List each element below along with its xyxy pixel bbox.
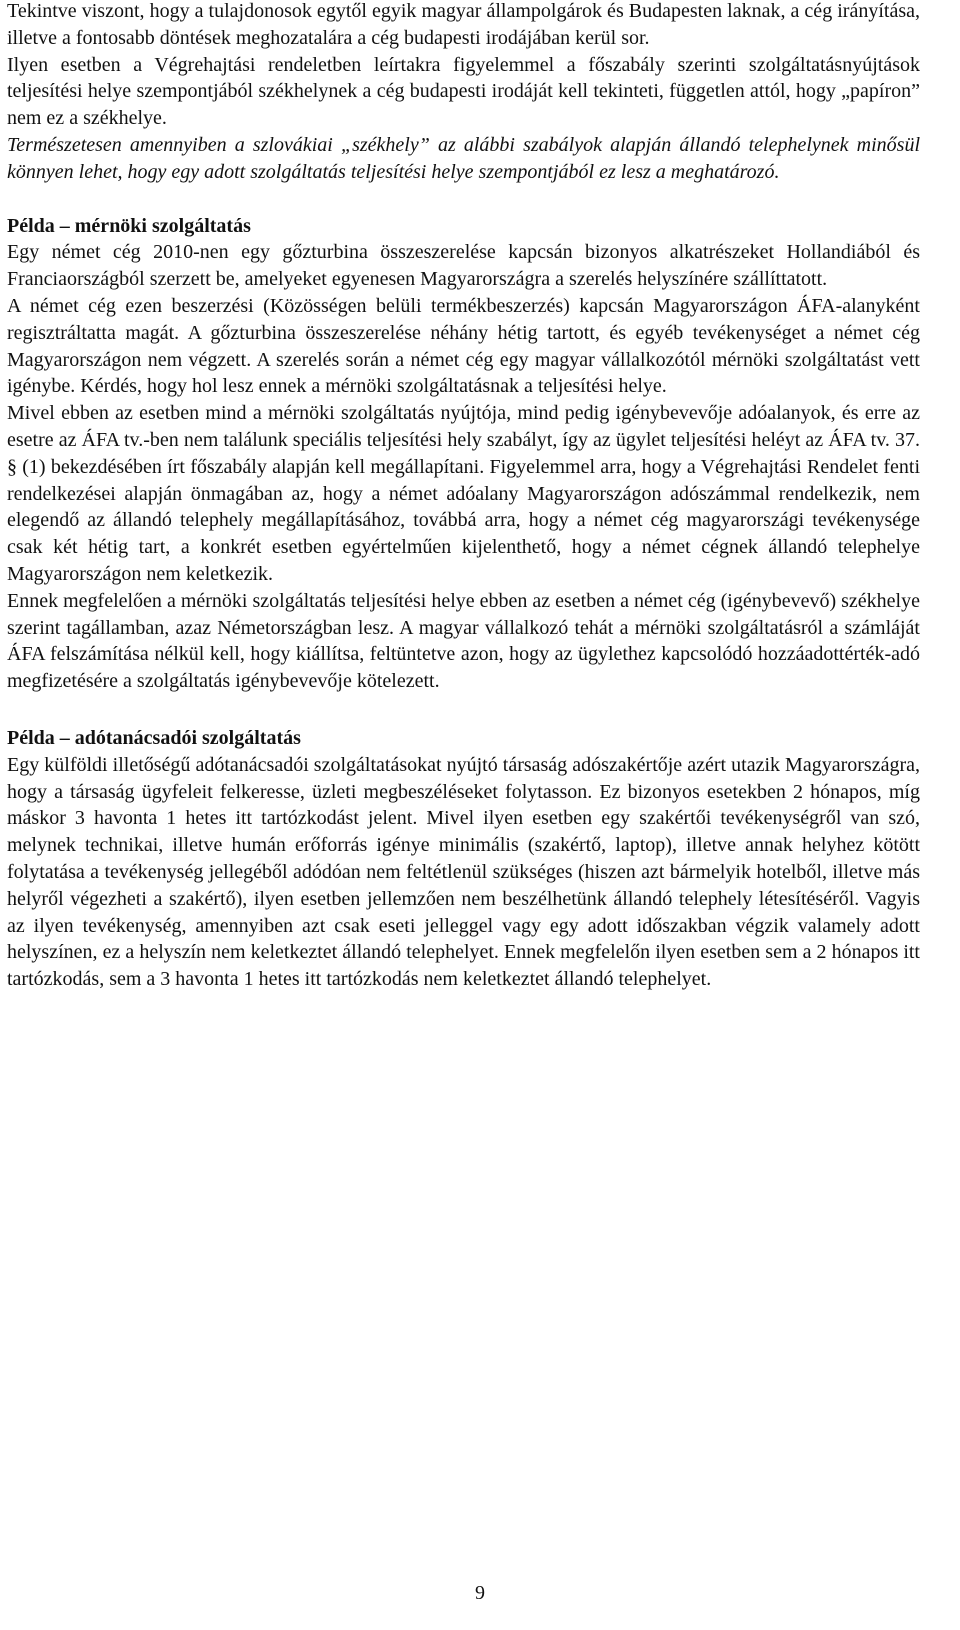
section1-paragraph-3: Mivel ebben az esetben mind a mérnöki szolgáltatás nyújtója, mind pedig igénybevevője adóalanyok, és erre az esetre az ÁFA tv.-ben nem találunk speciális teljesítési hely szabályt, így az ügylet teljesítési heléyt az ÁFA tv. 37. § (1) bekezdésében írt főszabály alapján kell megállapítani. Figyelemmel arra, hogy a Végrehajtási Rendelet fenti rendelkezései alapján önmagában az, hogy a német adóalany Magyarországon adószámmal rendelkezik, nem elegendő az állandó telephely megállapításához, továbbá arra, hogy a német cég magyarországi tevékenysége csak két hétig tart, a konkrét esetben egyértelműen kijelenthető, hogy a német cégnek állandó telephelye Magyarországon nem keletkezik. <box>7 402 920 585</box>
section1-paragraph-4: Ennek megfelelően a mérnöki szolgáltatás teljesítési helye ebben az esetben a német cég (igénybevevő) székhelye szerint tagállamban, azaz Németországban lesz. A magyar vállalkozó tehát a mérnöki szolgáltatásról a számláját ÁFA felszámítása nélkül kell, hogy kiállítsa, feltüntetve azon, hogy az ügylethez kapcsolódó hozzáadottérték-adó megfizetésére a szolgáltatás igénybevevője kötelezett. <box>7 589 920 693</box>
intro-paragraph-3: Természetesen amennyiben a szlovákiai „székhely” az alábbi szabályok alapján állandó telephelynek minősül könnyen lehet, hogy egy adott szolgáltatás teljesítési helye szempontjából ez lesz a meghatározó. <box>7 133 920 183</box>
intro-paragraph-1: Tekintve viszont, hogy a tulajdonosok egytől egyik magyar állampolgárok és Budapesten laknak, a cég irányítása, illetve a fontosabb döntések meghozatalára a cég budapesti irodájában kerül sor. <box>7 0 920 49</box>
intro-paragraph-2: Ilyen esetben a Végrehajtási rendeletben leírtakra figyelemmel a főszabály szerinti szolgáltatásnyújtások teljesítési helye szempontjából székhelynek a cég budapesti irodáját kell tekinteti, független attól, hogy „papíron” nem ez a székhelye. <box>7 53 920 130</box>
page-number: 9 <box>475 1582 485 1604</box>
section-heading-engineering: Példa – mérnöki szolgáltatás <box>7 214 251 237</box>
section-heading-tax-advisory: Példa – adótanácsadói szolgáltatás <box>7 726 301 749</box>
section2-paragraph-1: Egy külföldi illetőségű adótanácsadói szolgáltatásokat nyújtó társaság adószakértője azért utazik Magyarországra, hogy a társaság ügyfeleit felkeresse, üzleti megbeszéléseket folytasson. Ez bizonyos esetekben 2 hónapos, míg máskor 3 havonta 1 hetes itt tartózkodást jelent. Mivel ilyen esetben egy szakértői tevékenységről van szó, melynek technikai, illetve humán erőforrás igénye minimális (szakértő, laptop), illetve annak helyhez kötött folytatása a tevékenység jellegéből adódóan nem feltétlenül szükséges (hiszen azt bármelyik hotelből, illetve más helyről végezheti a szakértő), ilyen esetben jellemzően nem beszélhetünk állandó telephely létesítéséről. Vagyis az ilyen tevékenység, amennyiben azt csak eseti jelleggel vagy egy adott időszakban végzik valamely adott helyszínen, ez a helyszín nem keletkeztet állandó telephelyet. Ennek megfelelőn ilyen esetben sem a 2 hónapos itt tartózkodás, sem a 3 havonta 1 hetes itt tartózkodás nem keletkeztet állandó telephelyet. <box>7 753 920 991</box>
section1-paragraph-2: A német cég ezen beszerzési (Közösségen belüli termékbeszerzés) kapcsán Magyarországon ÁFA-alanyként regisztráltatta magát. A gőzturbina összeszerelése néhány hétig tartott, és egyéb tevékenységet a német cég Magyarországon nem végzett. A szerelés során a német cég egy magyar vállalkozótól mérnöki szolgáltatást vett igénybe. Kérdés, hogy hol lesz ennek a mérnöki szolgáltatásnak a teljesítési helye. <box>7 294 920 398</box>
document-body <box>7 0 920 993</box>
section1-paragraph-1: Egy német cég 2010-nen egy gőzturbina összeszerelése kapcsán bizonyos alkatrészeket Hollandiából és Franciaországból szerzett be, amelyeket egyenesen Magyarországra a szerelés helyszínére szállíttatott. <box>7 241 920 291</box>
